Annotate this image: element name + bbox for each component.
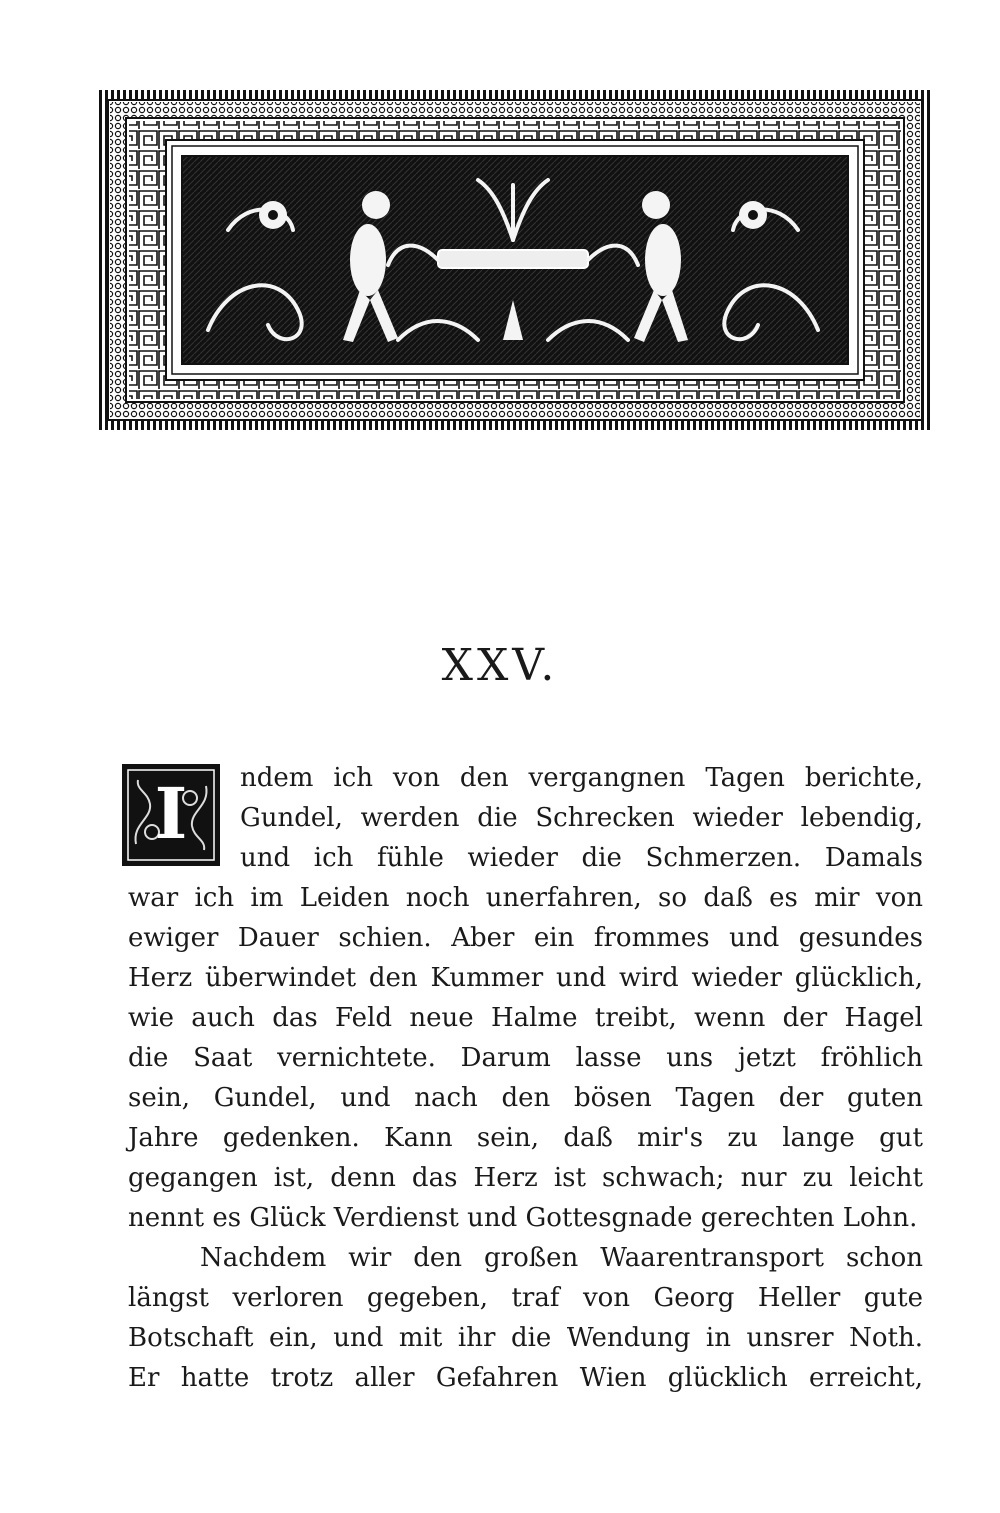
text-line: ewiger Dauer schien. Aber ein frommes und gesundes (128, 923, 923, 953)
text-line: Jahre gedenken. Kann sein, daß mir's zu lange gut (128, 1123, 923, 1153)
paragraph (128, 758, 923, 1238)
ornamental-headpiece (98, 90, 932, 430)
paragraph (128, 1238, 923, 1398)
text-line: wie auch das Feld neue Halme treibt, wenn der Hagel (128, 1003, 923, 1033)
text-line: und ich fühle wieder die Schmerzen. Damals (240, 843, 923, 873)
body-text (128, 758, 923, 1398)
text-line: Botschaft ein, und mit ihr die Wendung in unsrer Noth. (128, 1323, 923, 1353)
chapter-number: XXV. (441, 640, 559, 691)
text-line: gegangen ist, denn das Herz ist schwach; nur zu leicht (128, 1163, 923, 1193)
text-line: Herz überwindet den Kummer und wird wieder glücklich, (128, 963, 923, 993)
text-line: längst verloren gegeben, traf von Georg Heller gute (128, 1283, 923, 1313)
text-line: Nachdem wir den großen Waarentransport schon (200, 1243, 923, 1273)
text-line: Er hatte trotz aller Gefahren Wien glücklich erreicht, (128, 1363, 923, 1393)
text-line: die Saat vernichtete. Darum lasse uns jetzt fröhlich (128, 1043, 923, 1073)
drop-initial-letter: I (154, 772, 188, 855)
text-line: war ich im Leiden noch unerfahren, so daß es mir von (128, 883, 923, 913)
text-line: ndem ich von den vergangnen Tagen berichte, (240, 763, 923, 793)
text-line: sein, Gundel, und nach den bösen Tagen der guten (128, 1083, 923, 1113)
text-line: nennt es Glück Verdienst und Gottesgnade gerechten Lohn. (128, 1203, 918, 1233)
text-line: Gundel, werden die Schrecken wieder lebendig, (240, 803, 923, 833)
